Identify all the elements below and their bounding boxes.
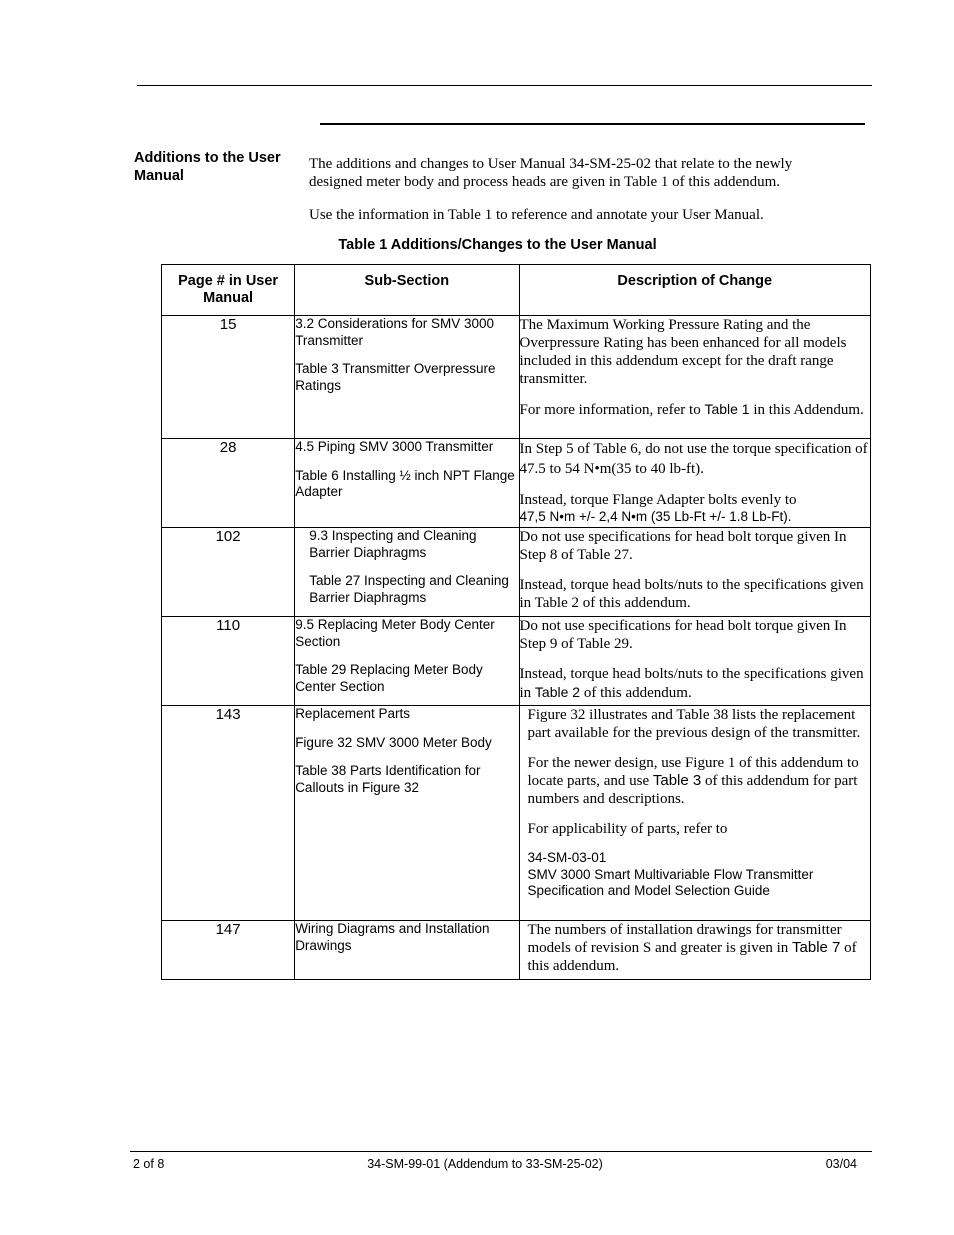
description-cell xyxy=(519,706,871,921)
footer-page-number: 2 of 8 xyxy=(133,1157,165,1171)
description-text: Do not use specifications for head bolt torque given In Step 9 of Table 29. xyxy=(519,618,847,652)
page-number: 110 xyxy=(162,617,295,706)
table-row xyxy=(162,528,871,617)
description-text: In Step 5 of Table 6, do not use the torque specification of 47.5 to 54 N•m(35 to 40 lb-ft). xyxy=(519,441,868,477)
table-reference: Table 3 xyxy=(652,772,702,789)
header-rule xyxy=(137,85,872,86)
subsection-text: Table 38 Parts Identification for Callouts in Figure 32 xyxy=(295,763,481,795)
header-subsection: Sub-Section xyxy=(295,265,519,316)
subsection-text: 9.5 Replacing Meter Body Center Section xyxy=(295,617,495,649)
subsection-text: Table 3 Transmitter Overpressure Ratings xyxy=(295,361,496,393)
table-row xyxy=(162,617,871,706)
subsection-text: 3.2 Considerations for SMV 3000 Transmitter xyxy=(295,316,495,348)
table-row xyxy=(162,706,871,921)
subsection-text: Table 27 Inspecting and Cleaning Barrier Diaphragms xyxy=(309,573,509,605)
footer-document-id: 34-SM-99-01 (Addendum to 33-SM-25-02) xyxy=(367,1157,603,1171)
page-number: 143 xyxy=(162,706,295,921)
header-page: Page # in User Manual xyxy=(162,265,295,316)
description-text: Instead, torque head bolts/nuts to the specifications given in Table 2 of this addendum. xyxy=(519,577,864,611)
description-text: Figure 32 illustrates and Table 38 lists the replacement part available for the previous design of the transmitter. xyxy=(527,707,861,741)
subsection-cell xyxy=(295,316,519,439)
page-number: 147 xyxy=(162,921,295,980)
subsection-text: Table 6 Installing ½ inch NPT Flange Adapter xyxy=(295,467,515,499)
table-caption: Table 1 Additions/Changes to the User Manual xyxy=(338,237,657,253)
description-text: The Maximum Working Pressure Rating and the Overpressure Rating has been enhanced for all models included in this addendum except for the draft range transmitter. xyxy=(519,317,847,387)
spec-reference: 34-SM-03-01 SMV 3000 Smart Multivariable Flow Transmitter Specification and Model Selection Guide xyxy=(527,850,814,898)
description-cell xyxy=(519,439,871,528)
subsection-cell xyxy=(295,617,519,706)
table-row xyxy=(162,921,871,980)
table-header-row xyxy=(162,265,871,316)
subsection-cell xyxy=(295,439,519,528)
description-text: For applicability of parts, refer to xyxy=(527,821,728,837)
table-row xyxy=(162,316,871,439)
table-row xyxy=(162,439,871,528)
description-cell xyxy=(519,316,871,439)
description-text: Do not use specifications for head bolt torque given In Step 8 of Table 27. xyxy=(519,529,847,563)
torque-spec: 47,5 N•m +/- 2,4 N•m (35 Lb-Ft +/- 1.8 Lb-Ft). xyxy=(519,509,792,524)
changes-table xyxy=(161,264,871,980)
description-text: For the newer design, use Figure 1 of this addendum to locate parts, and use Table 3 of this addendum for part numbers and descriptions. xyxy=(527,755,859,807)
subsection-cell xyxy=(295,921,519,980)
page-number: 102 xyxy=(162,528,295,617)
page-number: 28 xyxy=(162,439,295,528)
page-number: 15 xyxy=(162,316,295,439)
intro-paragraph: The additions and changes to User Manual 34-SM-25-02 that relate to the newly designed meter body and process heads are given in Table 1 of this addendum. xyxy=(309,156,793,190)
footer-date: 03/04 xyxy=(825,1157,857,1171)
footer-rule xyxy=(130,1151,872,1152)
description-cell xyxy=(519,528,871,617)
section-heading: Additions to the User Manual xyxy=(134,150,281,184)
description-text: For more information, refer to Table 1 in this Addendum. xyxy=(519,401,864,418)
section-rule xyxy=(320,123,865,125)
description-cell xyxy=(519,617,871,706)
description-text: Instead, torque head bolts/nuts to the specifications given in Table 2 of this addendum. xyxy=(519,666,864,701)
table-reference: Table 7 xyxy=(792,939,841,956)
table-reference: Table 2 xyxy=(534,684,581,700)
subsection-cell xyxy=(295,528,519,617)
description-text: Instead, torque Flange Adapter bolts evenly to 47,5 N•m +/- 2,4 N•m (35 Lb-Ft +/- 1.8 Lb-Ft). xyxy=(520,491,871,526)
subsection-text: Wiring Diagrams and Installation Drawings xyxy=(295,921,490,953)
subsection-text: Figure 32 SMV 3000 Meter Body xyxy=(295,734,492,750)
table-reference: Table 1 xyxy=(704,401,750,417)
subsection-text: Replacement Parts xyxy=(295,706,410,721)
subsection-cell xyxy=(295,706,519,921)
subsection-text: 4.5 Piping SMV 3000 Transmitter xyxy=(295,439,494,454)
description-cell xyxy=(519,921,871,980)
instruction-paragraph: Use the information in Table 1 to reference and annotate your User Manual. xyxy=(309,207,764,223)
header-description: Description of Change xyxy=(519,265,871,316)
description-text: The numbers of installation drawings for transmitter models of revision S and greater is given in Table 7 of this addendum. xyxy=(527,922,857,974)
subsection-text: Table 29 Replacing Meter Body Center Section xyxy=(295,662,483,694)
subsection-text: 9.3 Inspecting and Cleaning Barrier Diaphragms xyxy=(309,528,477,560)
